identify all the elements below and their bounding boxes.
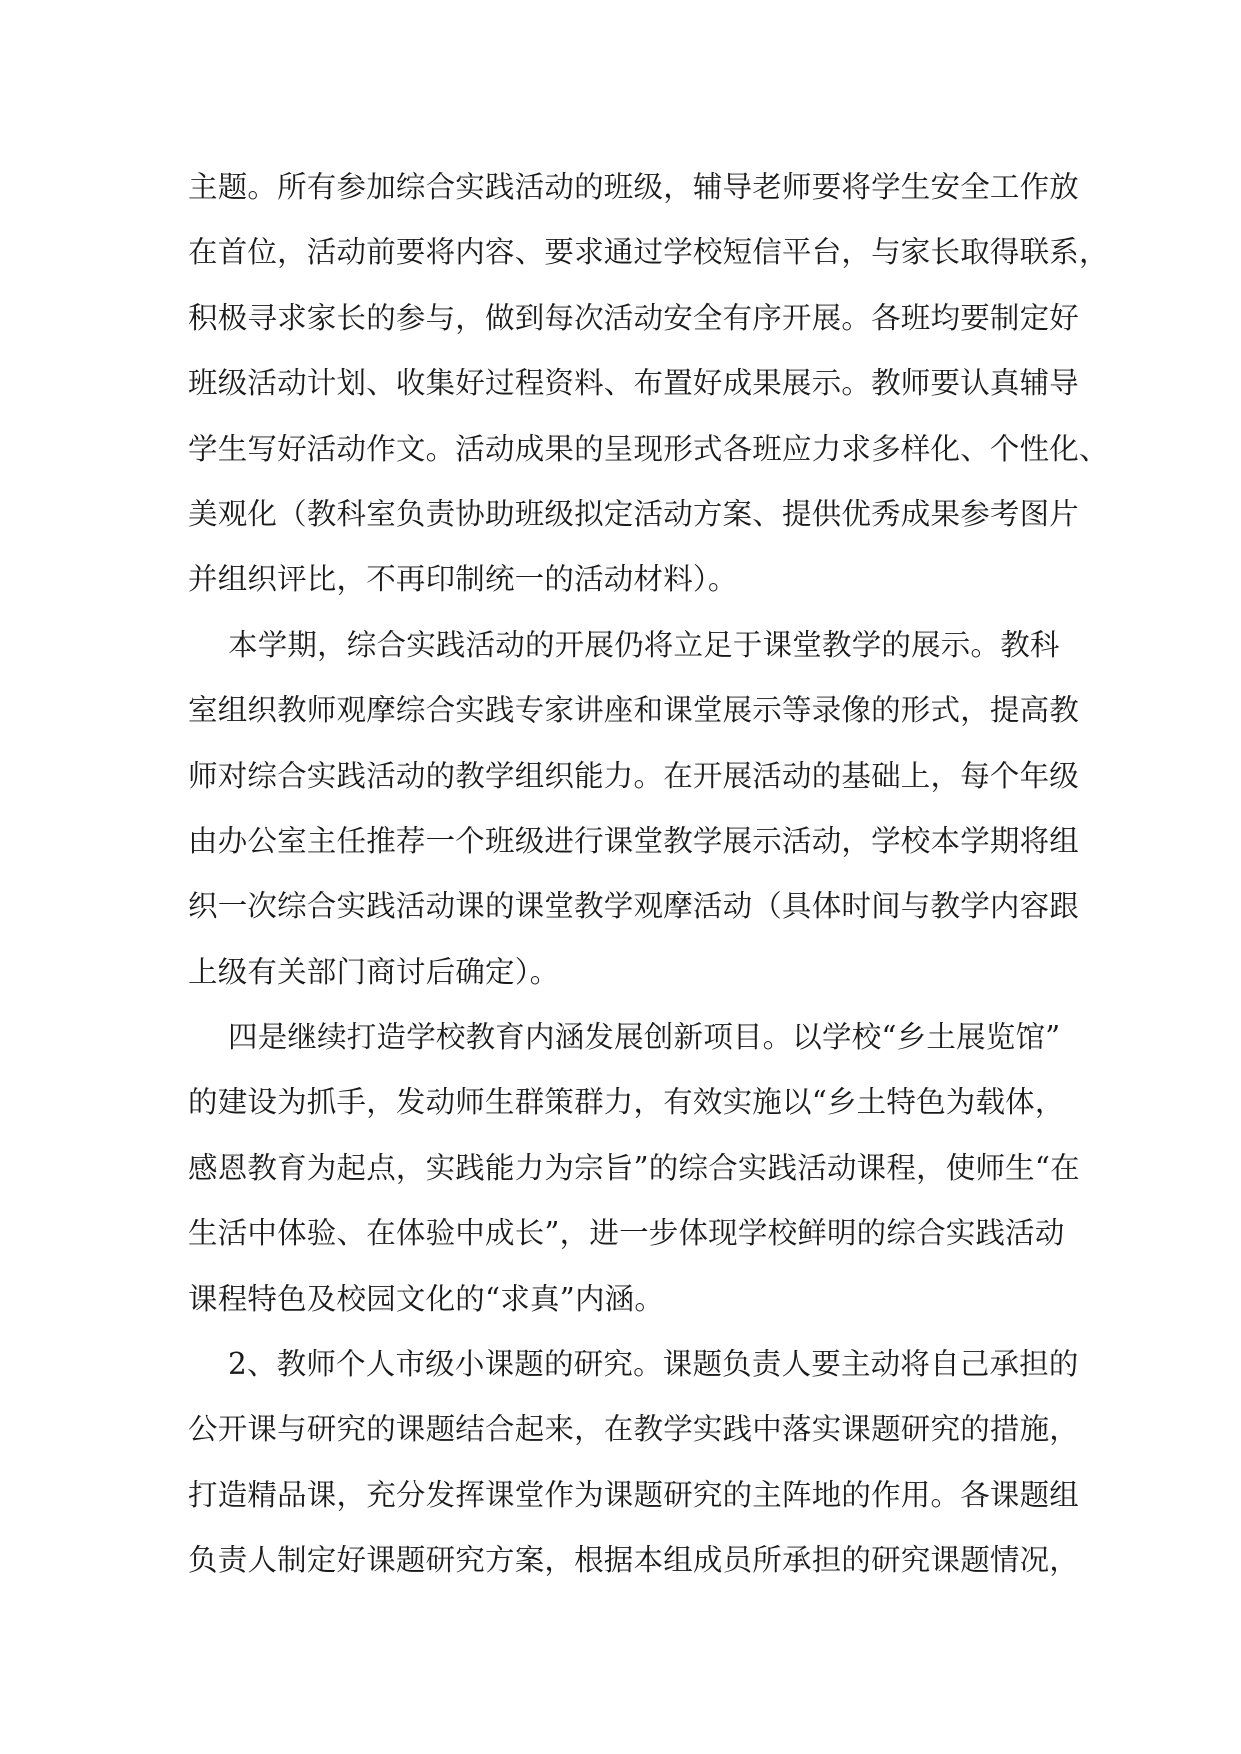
paragraph-3-line-2: 的建设为抓手，发动师生群策群力，有效实施以“乡土特色为载体， [188, 1085, 1065, 1120]
paragraph-3-line-4: 生活中体验、在体验中成长”，进一步体现学校鲜明的综合实践活动 [188, 1216, 1065, 1251]
paragraph-4-line-4: 负责人制定好课题研究方案，根据本组成员所承担的研究课题情况， [188, 1543, 1080, 1578]
paragraph-2-line-4: 由办公室主任推荐一个班级进行课堂教学展示活动，学校本学期将组 [188, 823, 1080, 858]
paragraph-1-line-5: 学生写好活动作文。活动成果的呈现形式各班应力求多样化、个性化、 [188, 431, 1109, 466]
paragraph-4-line-1: 2、教师个人市级小课题的研究。课题负责人要主动将自己承担的 [228, 1347, 1079, 1382]
paragraph-3-line-1: 四是继续打造学校教育内涵发展创新项目。以学校“乡土展览馆” [228, 1020, 1061, 1055]
paragraph-2-line-1: 本学期，综合实践活动的开展仍将立足于课堂教学的展示。教科 [228, 627, 1060, 662]
paragraph-2-line-5: 织一次综合实践活动课的课堂教学观摩活动（具体时间与教学内容跟 [188, 889, 1080, 924]
paragraph-4-line-3: 打造精品课，充分发挥课堂作为课题研究的主阵地的作用。各课题组 [188, 1477, 1080, 1512]
paragraph-1-line-3: 积极寻求家长的参与，做到每次活动安全有序开展。各班均要制定好 [188, 300, 1080, 335]
paragraph-1-line-7: 并组织评比，不再印制统一的活动材料）。 [188, 562, 738, 597]
paragraph-3-line-5: 课程特色及校园文化的“求真”内涵。 [188, 1281, 665, 1316]
paragraph-2-line-2: 室组织教师观摩综合实践专家讲座和课堂展示等录像的形式，提高教 [188, 693, 1080, 728]
body-text [188, 155, 1109, 1594]
paragraph-4-line-2: 公开课与研究的课题结合起来，在教学实践中落实课题研究的措施， [188, 1412, 1080, 1447]
paragraph-2-line-6: 上级有关部门商讨后确定）。 [188, 954, 560, 989]
paragraph-3-line-3: 感恩教育为起点，实践能力为宗旨”的综合实践活动课程，使师生“在 [188, 1150, 1080, 1185]
paragraph-1-line-1: 主题。所有参加综合实践活动的班级，辅导老师要将学生安全工作放 [188, 170, 1080, 204]
paragraph-1-line-2: 在首位，活动前要将内容、要求通过学校短信平台，与家长取得联系， [188, 235, 1109, 270]
paragraph-2-line-3: 师对综合实践活动的教学组织能力。在开展活动的基础上，每个年级 [188, 758, 1080, 793]
paragraph-1-line-4: 班级活动计划、收集好过程资料、布置好成果展示。教师要认真辅导 [188, 366, 1080, 401]
paragraph-1-line-6: 美观化（教科室负责协助班级拟定活动方案、提供优秀成果参考图片 [188, 496, 1080, 531]
